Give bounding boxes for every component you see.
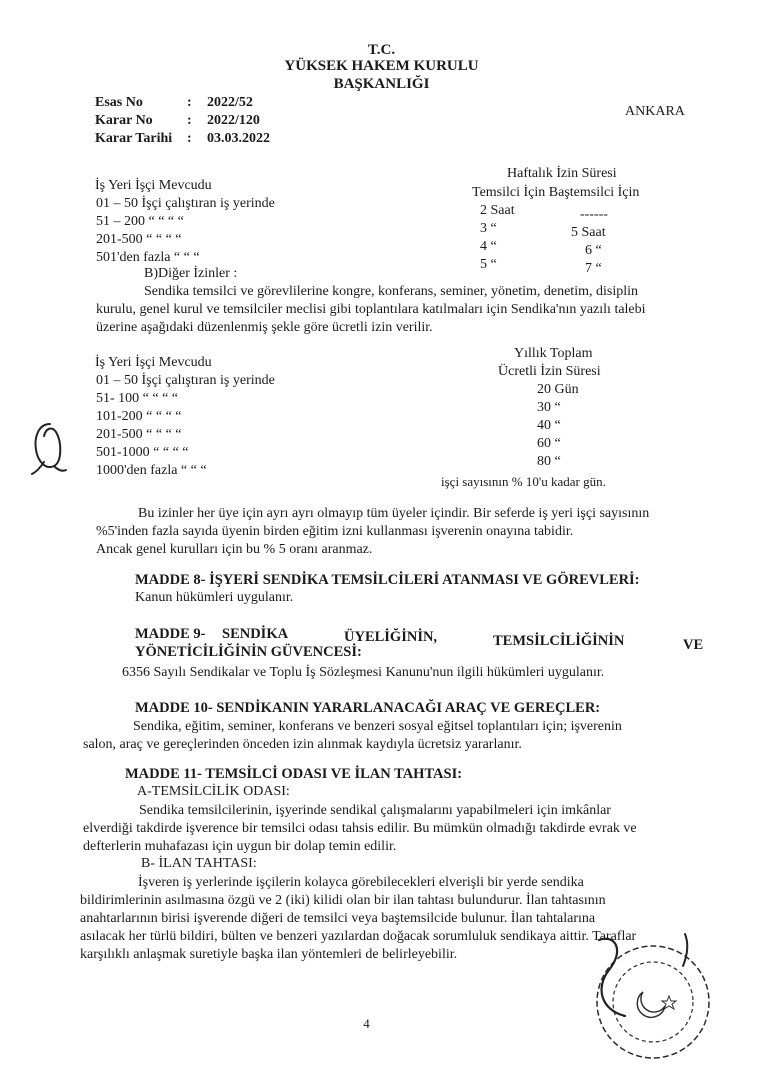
meta-esas-row bbox=[95, 95, 253, 111]
paragraph-line: Sendika temsilcilerinin, işyerinde sendikal çalışmalarını yapabilmeleri için imkânlar bbox=[139, 803, 611, 818]
paragraph-line: İşveren iş yerlerinde işçilerin kolayca görebilecekleri elverişli bir yerde sendika bbox=[138, 875, 584, 890]
paragraph-line: defterlerin muhafazası için uygun bir dolap temin edilir. bbox=[83, 839, 397, 854]
weekly-row-range: 01 – 50 İşçi çalıştıran iş yerinde bbox=[96, 196, 275, 211]
article-10-body bbox=[83, 718, 707, 754]
meta-value: 2022/120 bbox=[207, 113, 260, 128]
yearly-row-days: 40 “ bbox=[537, 418, 561, 433]
paragraph-line: Sendika, eğitim, seminer, konferans ve benzeri sosyal eğitsel toplantıları için; işverenin bbox=[133, 719, 622, 734]
meta-label: Karar Tarihi bbox=[95, 131, 173, 146]
header-tc: T.C. bbox=[367, 42, 396, 58]
yearly-right-header-2: Ücretli İzin Süresi bbox=[498, 364, 601, 379]
meta-value: 03.03.2022 bbox=[207, 131, 270, 146]
meta-label: Karar No bbox=[95, 113, 153, 128]
yearly-right-header-1: Yıllık Toplam bbox=[514, 346, 593, 361]
article-11-sub-b: B- İLAN TAHTASI: bbox=[141, 856, 257, 871]
weekly-row-temsilci: 5 “ bbox=[480, 257, 497, 272]
article-9-title-line2: YÖNETİCİLİĞİNİN GÜVENCESİ: bbox=[135, 644, 362, 660]
header-institution: YÜKSEK HAKEM KURULU bbox=[284, 58, 479, 74]
weekly-row-temsilci: 2 Saat bbox=[480, 203, 515, 218]
meta-sep: : bbox=[187, 95, 192, 110]
yearly-row-range: 01 – 50 İşçi çalıştıran iş yerinde bbox=[96, 373, 275, 388]
weekly-row-temsilci: 3 “ bbox=[480, 221, 497, 236]
official-seal-icon bbox=[585, 930, 720, 1065]
weekly-right-header-1: Haftalık İzin Süresi bbox=[507, 166, 617, 181]
paragraph-line: asılacak her türlü bildiri, bülten ve benzeri yazılardan doğacak sorumluluk sendikaya aittir. Taraflar bbox=[80, 929, 637, 944]
yearly-row-range: 51- 100 “ “ “ “ bbox=[96, 391, 179, 406]
paragraph-line: anahtarlarının birisi işverende diğeri de temsilci veya baştemsilcide bulunur. İlan tahtalarına bbox=[80, 911, 596, 926]
yearly-row-range: 1000'den fazla “ “ “ bbox=[96, 463, 207, 478]
yearly-row-range: 201-500 “ “ “ “ bbox=[96, 427, 182, 442]
yearly-left-header: İş Yeri İşçi Mevcudu bbox=[95, 355, 212, 370]
yearly-row-days: 60 “ bbox=[537, 436, 561, 451]
meta-date-row bbox=[95, 131, 270, 147]
article-9-title-b: SENDİKA bbox=[222, 626, 289, 642]
paragraph-line: %5'inden fazla sayıda üyenin birden eğitim izni kullanması işverenin onayına tabidir. bbox=[96, 524, 574, 539]
article-9-title-d: TEMSİLCİLİĞİNİN bbox=[493, 633, 625, 649]
handwritten-mark-icon bbox=[28, 418, 72, 478]
meta-karar-row bbox=[95, 113, 260, 129]
weekly-row-bastemsilci: 6 “ bbox=[585, 243, 602, 258]
weekly-row-temsilci: 4 “ bbox=[480, 239, 497, 254]
article-11-title: MADDE 11- TEMSİLCİ ODASI VE İLAN TAHTASI: bbox=[125, 766, 463, 782]
paragraph-line: bildirimlerinin asılmasına özgü ve 2 (iki) kilidi olan bir ilan tahtası bulundurur. İlan tahtasının bbox=[80, 893, 606, 908]
article-8-body: Kanun hükümleri uygulanır. bbox=[135, 590, 294, 605]
article-9-body: 6356 Sayılı Sendikalar ve Toplu İş Sözleşmesi Kanunu'nun ilgili hükümleri uygulanır. bbox=[122, 665, 605, 680]
weekly-row-bastemsilci: ------ bbox=[580, 207, 608, 222]
weekly-row-range: 501'den fazla “ “ “ bbox=[96, 250, 200, 265]
article-10-title: MADDE 10- SENDİKANIN YARARLANACAĞI ARAÇ VE GEREÇLER: bbox=[135, 700, 601, 716]
article-9-title-a: MADDE 9- bbox=[135, 626, 206, 642]
article-9-title-c: ÜYELİĞİNİN, bbox=[344, 629, 438, 645]
weekly-row-range: 51 – 200 “ “ “ “ bbox=[96, 214, 184, 229]
meta-label: Esas No bbox=[95, 95, 143, 110]
paragraph-line: karşılıklı anlaşmak suretiyle başka ilan yöntemleri de belirleyebilir. bbox=[80, 947, 458, 962]
weekly-right-header-2: Temsilci İçin Baştemsilci İçin bbox=[472, 185, 640, 200]
article-8-title: MADDE 8- İŞYERİ SENDİKA TEMSİLCİLERİ ATANMASI VE GÖREVLERİ: bbox=[135, 572, 640, 588]
paragraph-line: Ancak genel kurulları için bu % 5 oranı aranmaz. bbox=[96, 542, 373, 557]
yearly-row-range: 101-200 “ “ “ “ bbox=[96, 409, 182, 424]
article-11-body-a bbox=[83, 802, 709, 856]
yearly-row-days: işçi sayısının % 10'u kadar gün. bbox=[441, 474, 606, 489]
other-leave-title: B)Diğer İzinler : bbox=[144, 266, 238, 281]
yearly-row-days: 80 “ bbox=[537, 454, 561, 469]
meta-value: 2022/52 bbox=[207, 95, 253, 110]
yearly-row-range: 501-1000 “ “ “ “ bbox=[96, 445, 189, 460]
city-label: ANKARA bbox=[625, 104, 685, 119]
paragraph-line: Bu izinler her üye için ayrı ayrı olmayıp tüm üyeler içindir. Bir seferde iş yeri işçi sayısının bbox=[138, 506, 650, 521]
meta-sep: : bbox=[187, 113, 192, 128]
page-number: 4 bbox=[363, 1016, 370, 1031]
paragraph-line: üzerine aşağıdaki düzenlenmiş şekle göre ücretli izin verilir. bbox=[96, 320, 433, 335]
weekly-left-header: İş Yeri İşçi Mevcudu bbox=[95, 178, 212, 193]
yearly-row-days: 20 Gün bbox=[537, 382, 579, 397]
other-leave-paragraph bbox=[96, 283, 688, 337]
meta-sep: : bbox=[187, 131, 192, 146]
note-paragraph bbox=[96, 505, 708, 559]
weekly-row-bastemsilci: 7 “ bbox=[585, 261, 602, 276]
header-presidency: BAŞKANLIĞI bbox=[333, 76, 430, 92]
weekly-row-range: 201-500 “ “ “ “ bbox=[96, 232, 182, 247]
weekly-row-bastemsilci: 5 Saat bbox=[571, 225, 606, 240]
paragraph-line: Sendika temsilci ve görevlilerine kongre, konferans, seminer, yönetim, denetim, disiplin bbox=[144, 284, 638, 299]
paragraph-line: kurulu, genel kurul ve temsilciler meclisi gibi toplantılara katılmaları için Sendika'nın yazılı talebi bbox=[96, 302, 646, 317]
article-9-title-e: VE bbox=[683, 637, 704, 653]
paragraph-line: elverdiği takdirde işverence bir temsilci odası tahsis edilir. Bu mümkün olmadığı takdirde evrak ve bbox=[83, 821, 637, 836]
article-11-sub-a: A-TEMSİLCİLİK ODASI: bbox=[137, 784, 290, 799]
yearly-row-days: 30 “ bbox=[537, 400, 561, 415]
paragraph-line: salon, araç ve gereçlerinden önceden izin alınmak kaydıyla ücretsiz yararlanır. bbox=[83, 737, 522, 752]
